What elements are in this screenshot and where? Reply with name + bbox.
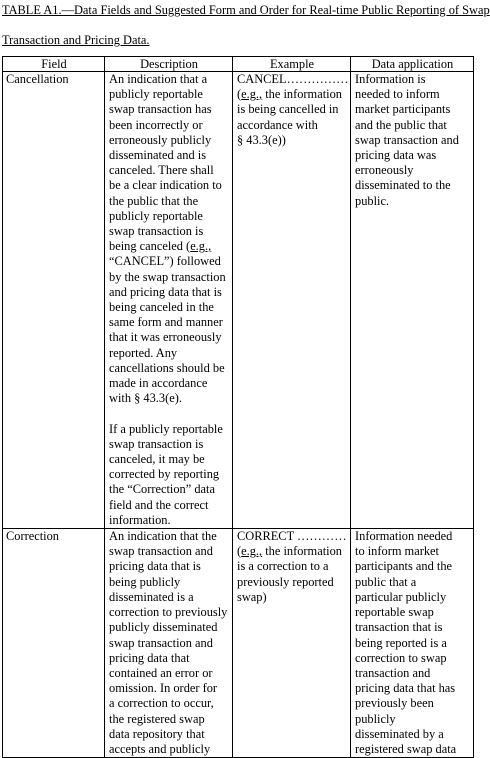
description-line: made in accordance	[109, 376, 208, 391]
description-line: swap transaction is	[109, 224, 204, 239]
description-cell	[105, 529, 233, 758]
description-line: corrected by reporting	[109, 467, 220, 482]
application-line: particular publicly	[355, 589, 447, 604]
table-caption-line-2: Transaction and Pricing Data.	[2, 33, 150, 47]
example-line: (e.g., the information	[237, 544, 342, 559]
description-cell	[105, 72, 233, 529]
application-line: and the public that	[355, 117, 447, 132]
description-line: disseminated is a	[109, 589, 194, 604]
description-line: and pricing data that is	[109, 284, 222, 299]
description-line: “CANCEL”) followed	[109, 254, 221, 269]
description-line: be a clear indication to	[109, 178, 222, 193]
description-line: reported. Any	[109, 345, 178, 360]
example-cell	[233, 529, 351, 758]
description-line: erroneously publicly	[109, 132, 212, 147]
application-line: public.	[355, 193, 390, 208]
example-line: accordance with	[237, 117, 318, 132]
table-row	[3, 529, 474, 758]
description-line: swap transaction and	[109, 635, 213, 650]
table-row	[3, 72, 474, 529]
description-line: correction to previously	[109, 605, 228, 620]
application-line: pricing data that has	[355, 681, 456, 696]
application-line: market participants	[355, 102, 451, 117]
application-line: public that a	[355, 574, 417, 589]
description-line: publicly disseminated	[109, 620, 218, 635]
description-line: with § 43.3(e).	[109, 391, 182, 406]
example-line: CANCEL……………	[237, 72, 349, 86]
header-example: Example	[233, 57, 351, 72]
application-line: pricing data was	[355, 148, 437, 163]
description-line: being canceled in the	[109, 300, 214, 315]
description-line: cancellations should be	[109, 360, 225, 375]
description-line: the public that the	[109, 193, 199, 208]
example-line: previously reported	[237, 574, 334, 589]
application-line: participants and the	[355, 559, 453, 574]
description-line: If a publicly reportable	[109, 421, 223, 436]
field-cell: Correction	[3, 529, 105, 758]
application-line: publicly	[355, 711, 396, 726]
description-line: pricing data that is	[109, 559, 201, 574]
description-line: accepts and publicly	[109, 741, 211, 756]
header-field: Field	[3, 57, 105, 72]
application-cell	[351, 72, 474, 529]
description-line: a correction to occur,	[109, 696, 214, 711]
header-data-application: Data application	[351, 57, 474, 72]
description-line: being canceled (e.g.,	[109, 239, 212, 254]
description-line: swap transaction is	[109, 436, 204, 451]
field-cell: Cancellation	[3, 72, 105, 529]
example-line: swap)	[237, 589, 267, 604]
example-line: is being cancelled in	[237, 102, 339, 117]
description-line: swap transaction has	[109, 102, 212, 117]
description-line: by the swap transaction	[109, 269, 226, 284]
application-line: transaction that is	[355, 620, 443, 635]
header-description: Description	[105, 57, 233, 72]
description-line: field and the correct	[109, 497, 209, 512]
description-line: the “Correction” data	[109, 482, 215, 497]
application-line: disseminated to the	[355, 178, 451, 193]
description-line: contained an error or	[109, 665, 213, 680]
table-caption-line-1: TABLE A1.—Data Fields and Suggested Form and Order for Real-time Public Reporting of Swap	[2, 3, 490, 17]
description-line: canceled, it may be	[109, 452, 205, 467]
description-line: swap transaction and	[109, 544, 213, 559]
description-line: data repository that	[109, 726, 205, 741]
description-line: canceled. There shall	[109, 163, 214, 178]
application-line: to inform market	[355, 544, 439, 559]
description-line: An indication that the	[109, 529, 217, 544]
application-line: previously been	[355, 696, 434, 711]
paragraph-gap	[109, 406, 228, 421]
example-line: CORRECT …………	[237, 529, 347, 544]
description-line: publicly reportable	[109, 208, 203, 223]
example-line: is a correction to a	[237, 559, 329, 574]
description-line: the registered swap	[109, 711, 205, 726]
example-cell	[233, 72, 351, 529]
data-fields-table	[2, 56, 474, 758]
description-line: An indication that a	[109, 72, 208, 86]
description-line: disseminated and is	[109, 148, 207, 163]
application-line: needed to inform	[355, 87, 440, 102]
table-header-row	[3, 57, 474, 72]
description-line: same form and manner	[109, 315, 223, 330]
application-line: registered swap data	[355, 741, 457, 756]
description-line: publicly reportable	[109, 87, 203, 102]
application-line: erroneously	[355, 163, 414, 178]
application-line: reportable swap	[355, 605, 434, 620]
application-line: being reported is a	[355, 635, 447, 650]
description-line: omission. In order for	[109, 681, 218, 696]
application-line: correction to swap	[355, 650, 447, 665]
description-line: that it was erroneously	[109, 330, 222, 345]
application-line: Information needed	[355, 529, 453, 544]
application-line: swap transaction and	[355, 132, 459, 147]
description-line: pricing data that	[109, 650, 190, 665]
description-line: being publicly	[109, 574, 181, 589]
description-line: been incorrectly or	[109, 117, 203, 132]
description-line: information.	[109, 512, 171, 527]
example-line: (e.g., the information	[237, 87, 342, 102]
application-cell	[351, 529, 474, 758]
application-line: disseminated by a	[355, 726, 444, 741]
application-line: transaction and	[355, 665, 431, 680]
example-line: § 43.3(e))	[237, 132, 286, 147]
application-line: Information is	[355, 72, 426, 86]
